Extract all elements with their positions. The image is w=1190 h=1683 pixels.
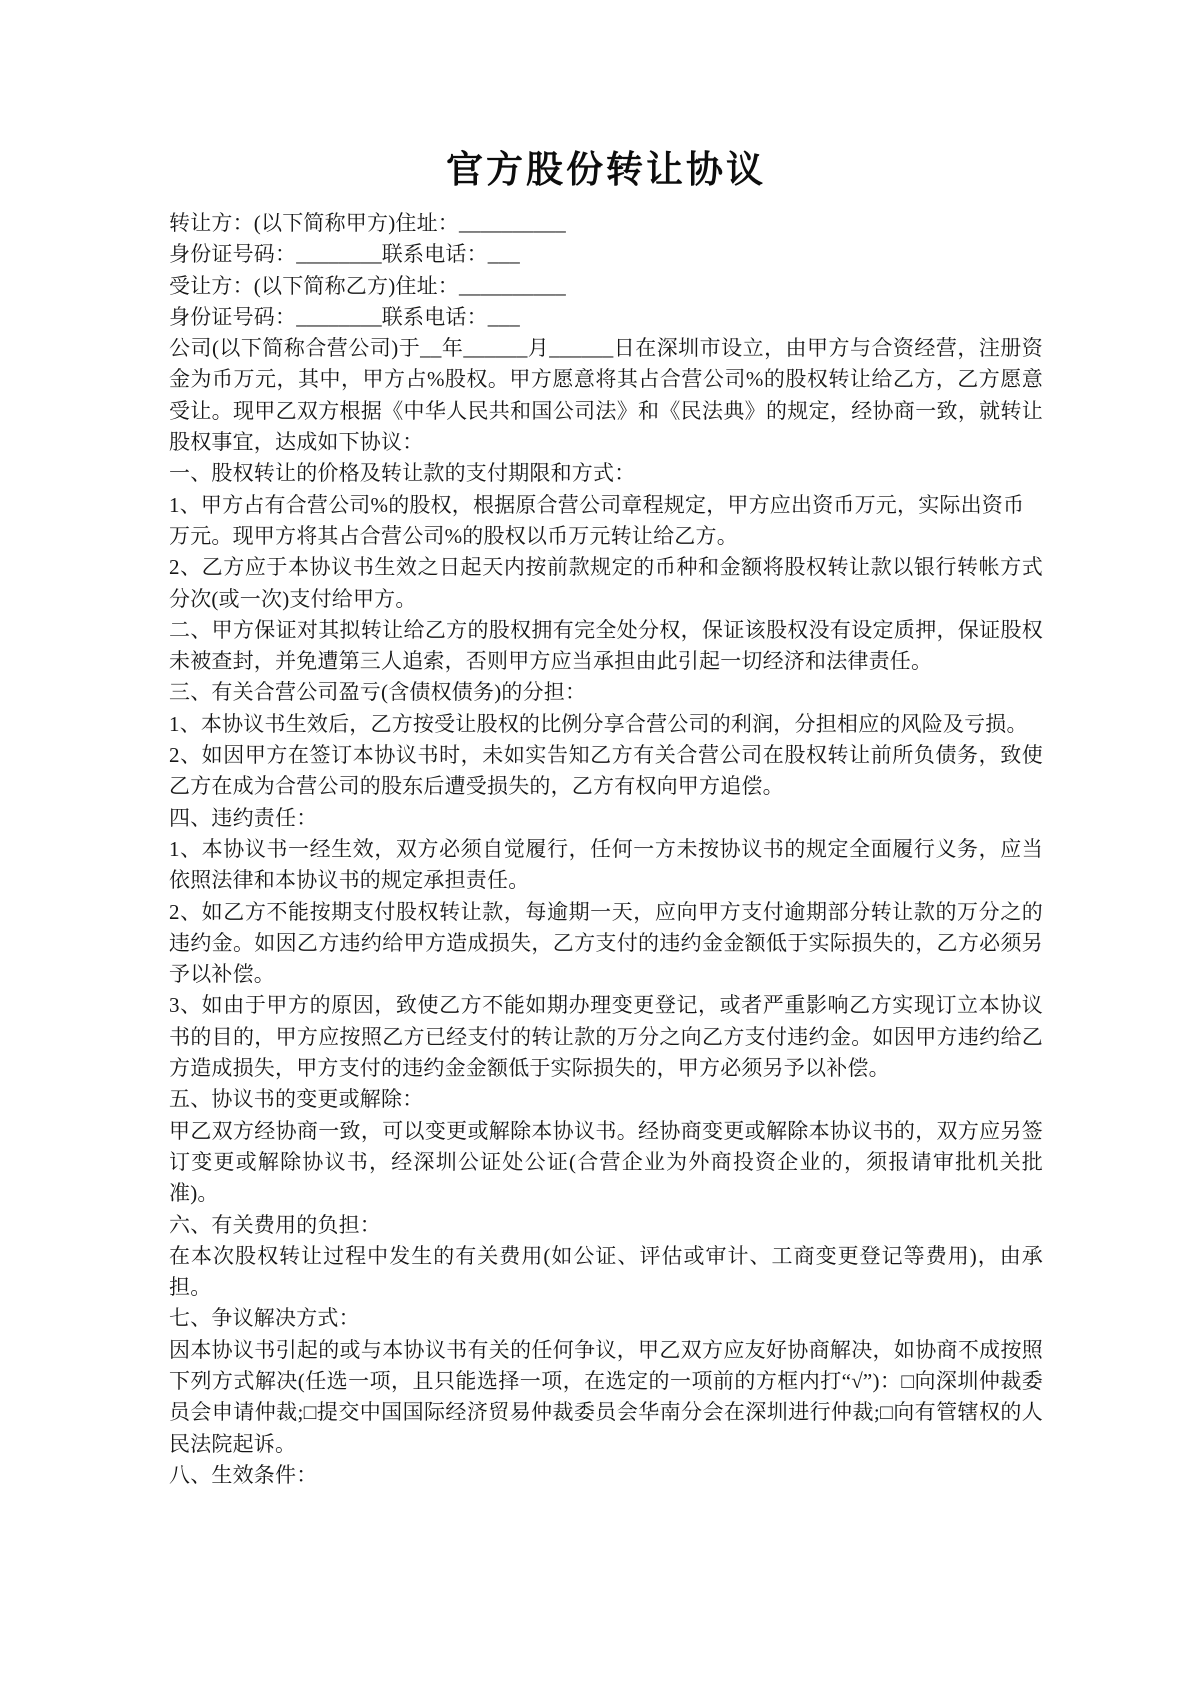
clause-4-1: 1、本协议书一经生效，双方必须自觉履行，任何一方未按协议书的规定全面履行义务，应当依照法律和本协议书的规定承担责任。 xyxy=(169,836,1043,893)
clause-3-1: 1、本协议书生效后，乙方按受让股权的比例分享合营公司的利润，分担相应的风险及亏损。 xyxy=(169,711,1028,736)
document-body xyxy=(169,208,1043,1491)
section-2-clause: 二、甲方保证对其拟转让给乙方的股权拥有完全处分权，保证该股权没有设定质押，保证股权未被查封，并免遭第三人追索，否则甲方应当承担由此引起一切经济和法律责任。 xyxy=(169,617,1043,674)
company-intro-paragraph: 公司(以下简称合营公司)于__年______月______日在深圳市设立，由甲方与合资经营，注册资金为币万元，其中，甲方占%股权。甲方愿意将其占合营公司%的股权转让给乙方，乙方愿意受让。现甲乙双方根据《中华人民共和国公司法》和《民法典》的规定，经协商一致，就转让股权事宜，达成如下协议： xyxy=(169,336,1043,455)
clause-3-2: 2、如因甲方在签订本协议书时，未如实告知乙方有关合营公司在股权转让前所负债务，致使乙方在成为合营公司的股东后遭受损失的，乙方有权向甲方追偿。 xyxy=(169,743,1043,799)
document-title: 官方股份转让协议 xyxy=(446,150,766,191)
section-3-heading: 三、有关合营公司盈亏(含债权债务)的分担： xyxy=(169,680,587,705)
party-b-id-line: 身份证号码：________联系电话：___ xyxy=(169,304,520,329)
clause-4-3: 3、如由于甲方的原因，致使乙方不能如期办理变更登记，或者严重影响乙方实现订立本协议书的目的，甲方应按照乙方已经支付的转让款的万分之向乙方支付违约金。如因甲方违约给乙方造成损失，甲方支付的违约金金额低于实际损失的，甲方必须另予以补偿。 xyxy=(169,993,1043,1081)
section-7-heading: 七、争议解决方式： xyxy=(169,1306,360,1331)
section-4-heading: 四、违约责任： xyxy=(169,805,318,830)
clause-4-2: 2、如乙方不能按期支付股权转让款，每逾期一天，应向甲方支付逾期部分转让款的万分之的违约金。如因乙方违约给甲方造成损失，乙方支付的违约金金额低于实际损失的，乙方必须另予以补偿。 xyxy=(169,899,1043,987)
section-8-heading: 八、生效条件： xyxy=(169,1462,318,1487)
section-6-heading: 六、有关费用的负担： xyxy=(169,1212,381,1237)
party-a-line: 转让方：(以下简称甲方)住址：__________ xyxy=(169,211,566,235)
section-1-heading: 一、股权转让的价格及转让款的支付期限和方式： xyxy=(169,461,636,486)
clause-5-body: 甲乙双方经协商一致，可以变更或解除本协议书。经协商变更或解除本协议书的，双方应另签订变更或解除协议书，经深圳公证处公证(合营企业为外商投资企业的，须报请审批机关批准)。 xyxy=(169,1118,1043,1206)
party-a-id-line: 身份证号码：________联系电话：___ xyxy=(169,242,520,267)
section-5-heading: 五、协议书的变更或解除： xyxy=(169,1087,424,1112)
clause-1-2: 2、乙方应于本协议书生效之日起天内按前款规定的币种和金额将股权转让款以银行转帐方式分次(或一次)支付给甲方。 xyxy=(169,555,1043,611)
clause-7-body: 因本协议书引起的或与本协议书有关的任何争议，甲乙双方应友好协商解决，如协商不成按照下列方式解决(任选一项，且只能选择一项，在选定的一项前的方框内打“√”)：□向深圳仲裁委员会申请仲裁;□提交中国国际经济贸易仲裁委员会华南分会在深圳进行仲裁;□向有管辖权的人民法院起诉。 xyxy=(169,1337,1043,1456)
clause-1-1-part1: 1、甲方占有合营公司%的股权，根据原合营公司章程规定，甲方应出资币万元，实际出资币 xyxy=(169,492,1025,517)
document-content xyxy=(169,143,1043,1491)
clause-6-body: 在本次股权转让过程中发生的有关费用(如公证、评估或审计、工商变更登记等费用)，由承担。 xyxy=(169,1243,1043,1300)
party-b-line: 受让方：(以下简称乙方)住址：__________ xyxy=(169,273,566,298)
clause-1-1-part2: 万元。现甲方将其占合营公司%的股权以币万元转让给乙方。 xyxy=(169,523,738,548)
